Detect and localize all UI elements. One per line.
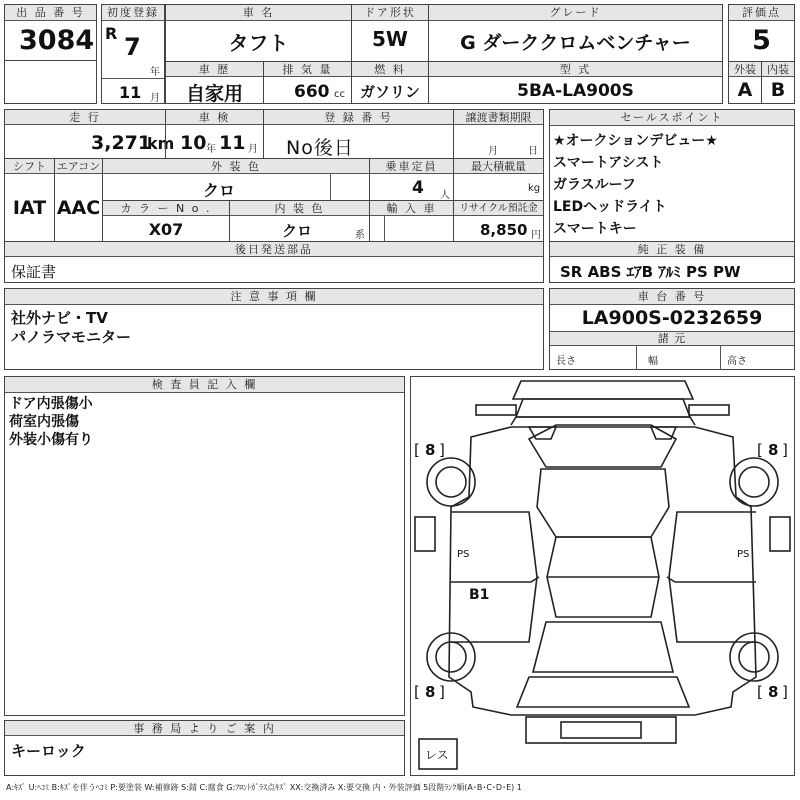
chassis-label: 車 台 番 号 xyxy=(550,289,794,305)
fuel-label: 燃 料 xyxy=(352,62,428,77)
height-label: 高さ xyxy=(727,356,747,367)
tire-rear-left xyxy=(427,633,475,681)
max-load-label: 最大積載量 xyxy=(454,159,543,174)
capacity-label: 乗車定員 xyxy=(370,159,453,174)
displacement: 660 xyxy=(294,82,330,102)
sales-point-item: スマートキー xyxy=(553,221,637,237)
recycle-cell xyxy=(453,200,544,242)
notes-list xyxy=(11,309,131,347)
year: 7 xyxy=(124,33,141,61)
grade-label: グレード xyxy=(429,5,722,21)
door-type: 5W xyxy=(372,27,408,51)
fuel: ガソリン xyxy=(359,83,420,101)
roof-panel xyxy=(537,469,669,537)
mileage-cell xyxy=(4,109,175,159)
mirror-left xyxy=(415,517,435,551)
history: 自家用 xyxy=(185,83,243,105)
tire-rear-right-bracket-open: [ xyxy=(757,683,763,701)
shift-label: シフト xyxy=(5,159,54,174)
mirror-right xyxy=(770,517,790,551)
sales-points-cell xyxy=(549,109,795,242)
left-pillar xyxy=(531,577,539,582)
inspector-line: ドア内張傷小 xyxy=(9,396,93,412)
car-name: タフト xyxy=(228,31,289,55)
damage-mark-b1: B1 xyxy=(469,587,490,603)
delivery-label: 後日発送部品 xyxy=(5,242,543,257)
windshield xyxy=(529,425,676,467)
capacity-cell xyxy=(369,158,454,201)
rear-panel xyxy=(517,677,689,707)
shift: IAT xyxy=(12,197,47,219)
tire-rear-right xyxy=(730,633,778,681)
equipment-value: SR ABS ｴｱB ｱﾙﾐ PS PW xyxy=(560,263,741,281)
first-registration-cell xyxy=(101,4,165,104)
office-label: 事 務 局 よ り ご 案 内 xyxy=(5,721,404,736)
inspector-line: 外装小傷有り xyxy=(9,432,93,448)
interior-color-cell xyxy=(229,200,370,242)
inspection-cell xyxy=(165,109,264,159)
notes-label: 注 意 事 項 欄 xyxy=(5,289,543,305)
inspection-year-unit: 年 xyxy=(206,144,216,155)
left-side xyxy=(451,512,537,642)
interior-color-label: 内 装 色 xyxy=(230,201,369,216)
tire-rear-right-inner xyxy=(739,642,769,672)
sales-point-item: ガラスルーフ xyxy=(553,177,636,193)
model-cell xyxy=(428,61,723,104)
rear-plate xyxy=(561,722,641,738)
mileage-label: 走 行 xyxy=(5,110,165,125)
registration-cell xyxy=(263,109,454,159)
grade: G ダーククロムベンチャー xyxy=(460,32,691,54)
registration-label: 登 録 番 号 xyxy=(264,110,453,125)
tire-front-left xyxy=(427,458,475,506)
tire-front-left-score: 8 xyxy=(425,441,436,459)
door-label: ドア形状 xyxy=(352,5,428,21)
history-cell xyxy=(165,61,264,104)
aircon: AAC xyxy=(56,197,101,219)
sales-points-label: セールスポイント xyxy=(550,110,794,126)
tire-front-right-bracket-open: [ xyxy=(757,441,763,459)
interior-color: クロ xyxy=(282,222,313,240)
exterior-score: A xyxy=(737,79,753,101)
sales-points-list xyxy=(553,130,718,240)
ps-mark-left: PS xyxy=(457,549,470,560)
spare-tire: レス xyxy=(425,748,449,762)
inspection-month: 11 xyxy=(219,132,246,154)
tire-front-left-bracket-open: [ xyxy=(414,441,420,459)
month-unit: 月 xyxy=(150,93,160,104)
tire-front-right-bracket-close: ] xyxy=(782,441,788,459)
score-label: 評価点 xyxy=(729,5,794,21)
tire-rear-left-bracket-close: ] xyxy=(439,683,445,701)
rear-bumper xyxy=(526,717,676,743)
office-cell xyxy=(4,720,405,776)
equipment-label: 純 正 装 備 xyxy=(550,242,794,257)
exterior-color-label: 外 装 色 xyxy=(103,159,369,174)
interior-score-label: 内装 xyxy=(762,62,794,77)
interior-score: B xyxy=(770,79,786,101)
tire-rear-right-bracket-close: ] xyxy=(782,683,788,701)
color-no-label: カ ラ ー N o . xyxy=(103,201,229,216)
transfer-day-unit: 日 xyxy=(528,146,538,157)
recycle-label: リサイクル預託金 xyxy=(454,201,543,216)
color-no: X07 xyxy=(148,220,184,239)
right-pillar xyxy=(667,577,675,582)
recycle-unit: 円 xyxy=(531,230,541,241)
ps-mark-right: PS xyxy=(737,549,750,560)
inspector-cell xyxy=(4,376,405,716)
lot-number-label: 出 品 番 号 xyxy=(5,5,96,21)
office-value: キーロック xyxy=(11,742,86,760)
specs-label: 諸 元 xyxy=(550,332,794,346)
tire-front-left-inner xyxy=(436,467,466,497)
car-name-cell xyxy=(165,4,352,62)
inspection-month-unit: 月 xyxy=(248,144,258,155)
sales-point-item: ★オークションデビュー★ xyxy=(553,133,718,149)
length-label: 長さ xyxy=(556,356,576,367)
inspector-notes xyxy=(9,395,93,449)
exterior-score-label: 外装 xyxy=(729,62,761,77)
registration-number: No後日 xyxy=(286,137,354,159)
fuel-cell xyxy=(351,61,429,104)
exterior-score-cell xyxy=(728,61,762,104)
roof-line xyxy=(511,417,695,425)
era: R xyxy=(105,24,118,43)
inspector-label: 検 査 員 記 入 欄 xyxy=(5,377,404,393)
year-unit: 年 xyxy=(150,67,160,78)
lot-empty-cell xyxy=(4,60,97,104)
tire-rear-left-score: 8 xyxy=(425,683,436,701)
notes-cell xyxy=(4,288,544,370)
door-cell xyxy=(351,4,429,62)
transfer-month-unit: 月 xyxy=(488,146,498,157)
mileage: 3,271 xyxy=(91,132,152,154)
mileage-unit: km xyxy=(147,134,175,153)
interior-color-unit: 系 xyxy=(355,230,365,241)
tire-front-left-bracket-close: ] xyxy=(439,441,445,459)
front-bumper xyxy=(513,381,693,399)
width-label: 幅 xyxy=(648,356,658,367)
model-label: 型 式 xyxy=(429,62,722,77)
delivery-value: 保証書 xyxy=(11,263,57,281)
capacity-unit: 人 xyxy=(440,190,450,201)
score-cell xyxy=(728,4,795,62)
shift-cell xyxy=(4,158,55,242)
equipment-cell xyxy=(549,241,795,283)
capacity: 4 xyxy=(412,178,424,198)
windshield-inner-r xyxy=(651,427,676,439)
car-diagram xyxy=(410,376,795,776)
car-name-label: 車 名 xyxy=(166,5,351,21)
roof-outline xyxy=(516,399,690,417)
inspector-line: 荷室内張傷 xyxy=(9,414,79,430)
max-load-unit: kg xyxy=(528,183,541,194)
exterior-color: クロ xyxy=(203,181,236,200)
first-registration-label: 初度登録 xyxy=(102,5,164,21)
history-label: 車 歴 xyxy=(166,62,263,77)
lot-number-cell xyxy=(4,4,97,61)
chassis-number: LA900S-0232659 xyxy=(581,307,763,329)
tire-rear-left-bracket-open: [ xyxy=(414,683,420,701)
aircon-cell xyxy=(54,158,103,242)
chassis-cell xyxy=(549,288,795,370)
exterior-color-cell xyxy=(102,158,370,201)
car-diagram-drawing xyxy=(411,377,794,775)
sales-point-item: スマートアシスト xyxy=(553,155,664,171)
aircon-label: エアコン xyxy=(56,160,101,173)
inspection-label: 車 検 xyxy=(166,110,263,125)
sales-point-item: LEDヘッドライト xyxy=(553,199,667,215)
color-no-cell xyxy=(102,200,230,242)
import-label: 輸 入 車 xyxy=(370,201,453,216)
displacement-unit: cc xyxy=(334,89,345,100)
inspection-year: 10 xyxy=(180,132,207,154)
delivery-cell xyxy=(4,241,544,283)
interior-score-cell xyxy=(761,61,795,104)
displacement-cell xyxy=(263,61,352,104)
roof-rail-left xyxy=(476,405,516,415)
right-side xyxy=(669,512,756,642)
note-line: 社外ナビ・TV xyxy=(11,309,108,327)
legend-text: A:ｷｽﾞ U:ﾍｺﾐ B:ｷｽﾞを伴うﾍｺﾐ P:要塗装 W:補修跡 S:錆 C:腐食 G:ﾌﾛﾝﾄｶﾞﾗｽ点ｷｽﾞ XX:交換済み X:要交換 内・外装評価 5段階ﾗﾝｸ順(A･B･C･D･E) 1 xyxy=(6,783,522,792)
import-cell xyxy=(369,200,454,242)
max-load-cell xyxy=(453,158,544,201)
transfer-cell xyxy=(453,109,544,159)
rear-window xyxy=(533,622,673,672)
model: 5BA-LA900S xyxy=(517,81,634,101)
lot-number: 3084 xyxy=(19,25,95,56)
tire-rear-left-inner xyxy=(436,642,466,672)
score: 5 xyxy=(752,25,771,56)
displacement-label: 排 気 量 xyxy=(264,62,351,77)
tire-front-right xyxy=(730,458,778,506)
tire-rear-right-score: 8 xyxy=(768,683,779,701)
recycle-amount: 8,850 xyxy=(480,221,528,239)
month: 11 xyxy=(119,83,142,102)
roof-rail-right xyxy=(689,405,729,415)
grade-cell xyxy=(428,4,723,62)
transfer-label: 譲渡書類期限 xyxy=(454,110,543,125)
tire-front-right-inner xyxy=(739,467,769,497)
note-line: パノラマモニター xyxy=(11,328,132,346)
tire-front-right-score: 8 xyxy=(768,441,779,459)
